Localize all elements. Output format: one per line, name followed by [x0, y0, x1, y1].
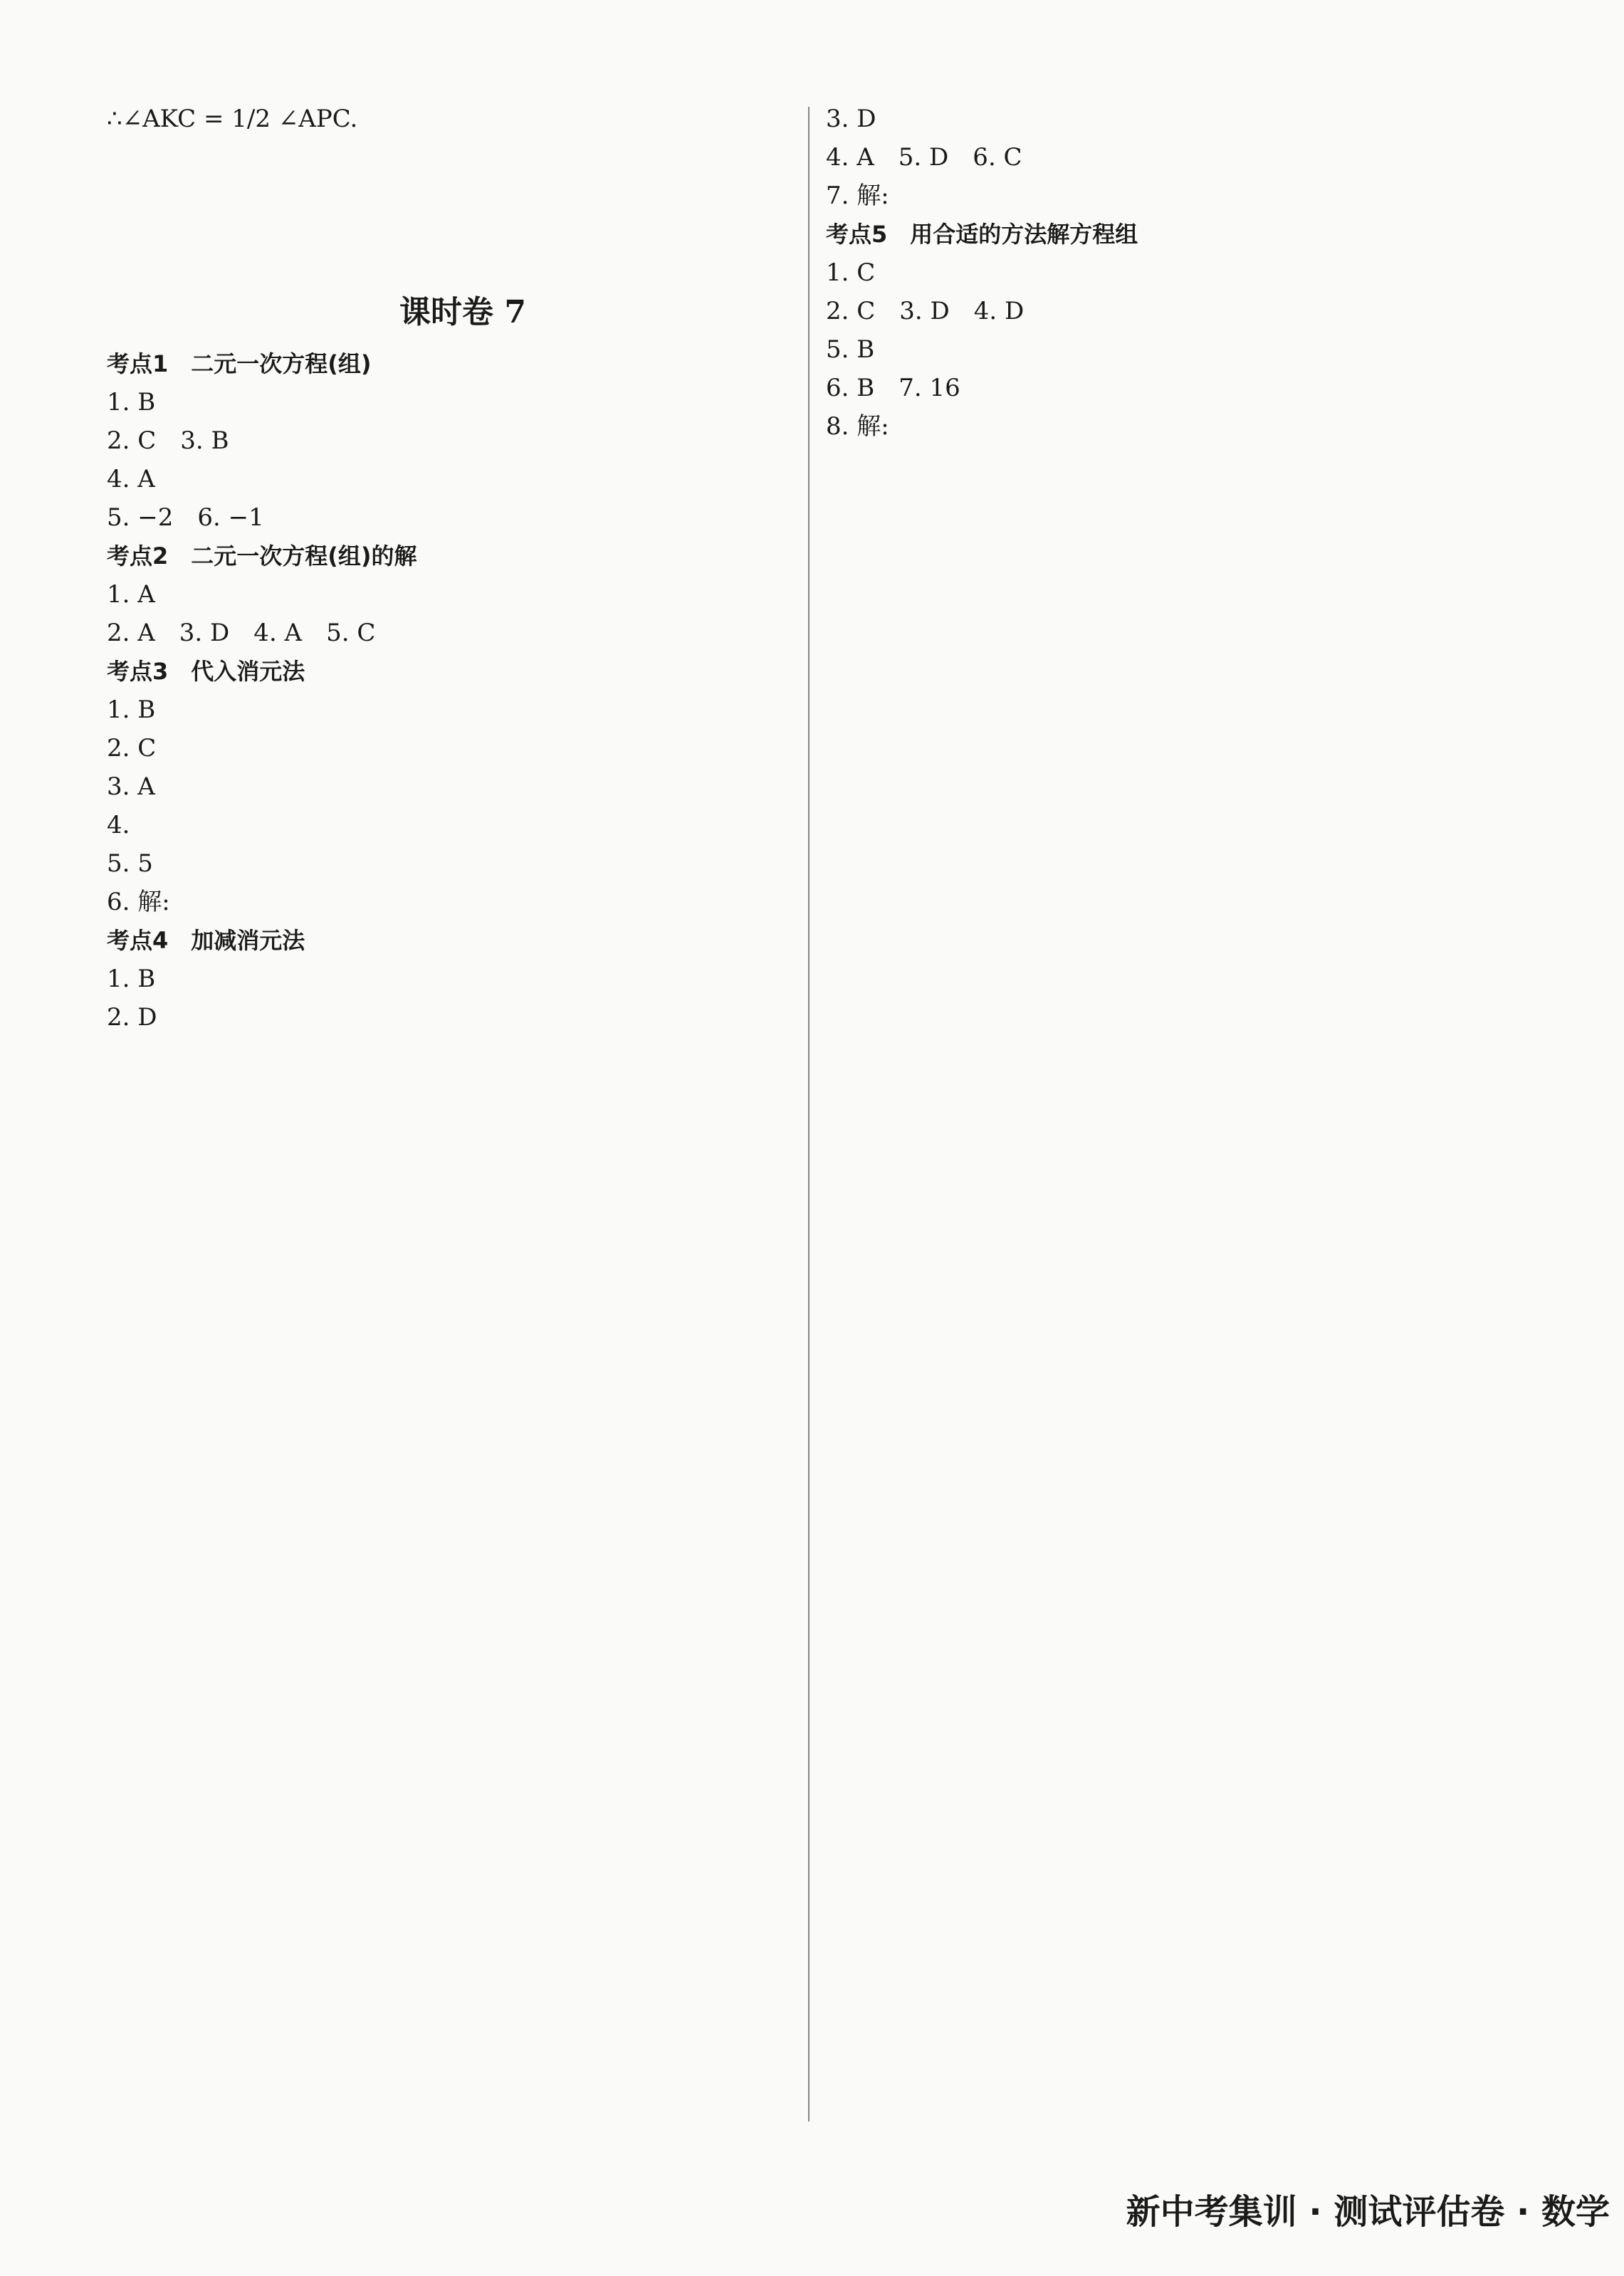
kaodian-4: 考点4 加减消元法 — [107, 927, 305, 954]
column-divider — [808, 107, 810, 2122]
kaodian-2: 考点2 二元一次方程(组)的解 — [107, 542, 417, 570]
answer: 3. A — [107, 772, 155, 801]
footer: 新中考集训 · 测试评估卷 · 数学 — [1126, 2192, 1610, 2232]
answer: 4. A — [107, 465, 155, 493]
answer: 1. B — [107, 696, 156, 724]
line: ∴∠AKC = 1/2 ∠APC. — [107, 105, 358, 133]
answer: 1. C — [826, 258, 876, 287]
kaodian-3: 考点3 代入消元法 — [107, 658, 305, 685]
answer: 2. C — [107, 734, 157, 762]
answer: 4. — [107, 811, 130, 839]
geometry-figures — [107, 138, 819, 280]
kaodian-5: 考点5 用合适的方法解方程组 — [826, 221, 1138, 248]
answer: 5. B — [826, 335, 875, 364]
answer: 5. −2 6. −1 — [107, 503, 264, 532]
answer: 3. D — [826, 105, 876, 133]
kaodian-1: 考点1 二元一次方程(组) — [107, 350, 372, 377]
answer: 1. B — [107, 965, 156, 993]
answer: 8. 解: — [826, 412, 889, 441]
section-title: 课时卷 7 — [399, 294, 526, 330]
answer: 2. C 3. D 4. D — [826, 297, 1025, 325]
answer: 1. B — [107, 388, 156, 416]
answer: 5. 5 — [107, 849, 153, 878]
answer: 6. B 7. 16 — [826, 374, 960, 402]
answer: 2. D — [107, 1003, 157, 1032]
answer: 4. A 5. D 6. C — [826, 143, 1022, 172]
answer: 6. 解: — [107, 888, 170, 916]
answer: 7. 解: — [826, 182, 889, 210]
answer: 2. A 3. D 4. A 5. C — [107, 619, 376, 647]
left-column — [107, 100, 819, 1037]
right-column — [826, 100, 1538, 446]
answer: 1. A — [107, 580, 155, 609]
answer: 2. C 3. B — [107, 426, 229, 455]
